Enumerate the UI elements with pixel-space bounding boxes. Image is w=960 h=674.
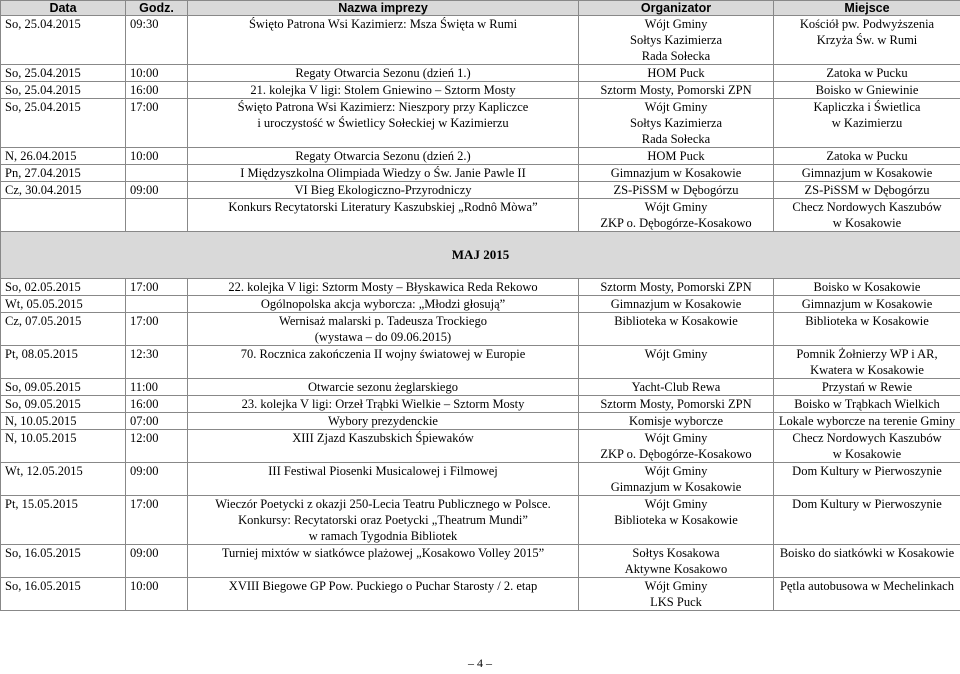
event-organizer-line: Biblioteka w Kosakowie xyxy=(614,513,738,527)
event-place-line: Lokale wyborcze na terenie Gminy xyxy=(778,414,956,428)
event-organizer xyxy=(579,99,774,148)
event-name xyxy=(188,99,579,148)
event-organizer xyxy=(579,199,774,232)
event-place-line: Checz Nordowych Kaszubów xyxy=(792,431,942,445)
event-organizer-line: Gimnazjum w Kosakowie xyxy=(610,297,742,311)
page-number: – 4 – xyxy=(468,656,492,670)
event-place-line: w Kosakowie xyxy=(832,447,902,461)
event-organizer-line: Wójt Gminy xyxy=(644,200,708,214)
event-organizer-line: Sztorm Mosty, Pomorski ZPN xyxy=(600,397,752,411)
event-name-line: Otwarcie sezonu żeglarskiego xyxy=(308,380,458,394)
event-time xyxy=(126,296,188,313)
table-row xyxy=(1,16,960,65)
event-organizer xyxy=(579,279,774,296)
event-place xyxy=(774,165,960,182)
event-organizer-line: Sołtys Kazimierza xyxy=(630,116,722,130)
event-time: 12:30 xyxy=(126,346,188,379)
table-row xyxy=(1,379,960,396)
event-name-line: 21. kolejka V ligi: Stolem Gniewino – Sztorm Mosty xyxy=(250,83,516,97)
april-events xyxy=(1,16,960,232)
event-name-line: 22. kolejka V ligi: Sztorm Mosty – Błyskawica Reda Rekowo xyxy=(228,280,538,294)
event-organizer-line: HOM Puck xyxy=(647,66,705,80)
event-place xyxy=(774,396,960,413)
event-organizer xyxy=(579,82,774,99)
event-organizer-line: Yacht-Club Rewa xyxy=(631,380,721,394)
event-date xyxy=(1,199,126,232)
event-date: N, 26.04.2015 xyxy=(1,148,126,165)
event-time: 17:00 xyxy=(126,279,188,296)
event-name xyxy=(188,165,579,182)
event-place xyxy=(774,313,960,346)
event-place xyxy=(774,279,960,296)
header-time: Godz. xyxy=(126,1,188,16)
event-place xyxy=(774,148,960,165)
event-name-line: Regaty Otwarcia Sezonu (dzień 1.) xyxy=(295,66,471,80)
event-organizer-line: ZKP o. Dębogórze-Kosakowo xyxy=(600,447,752,461)
event-place-line: Pętla autobusowa w Mechelinkach xyxy=(780,579,954,593)
event-time: 10:00 xyxy=(126,578,188,611)
event-place xyxy=(774,463,960,496)
table-row xyxy=(1,496,960,545)
event-time xyxy=(126,165,188,182)
event-date: Wt, 05.05.2015 xyxy=(1,296,126,313)
event-name xyxy=(188,379,579,396)
month-separator xyxy=(1,232,960,279)
event-organizer xyxy=(579,148,774,165)
event-place-line: Zatoka w Pucku xyxy=(826,149,908,163)
event-date: Pt, 08.05.2015 xyxy=(1,346,126,379)
event-organizer-line: Sztorm Mosty, Pomorski ZPN xyxy=(600,280,752,294)
event-place-line: Kwatera w Kosakowie xyxy=(810,363,924,377)
event-date: So, 16.05.2015 xyxy=(1,578,126,611)
event-place-line: Gimnazjum w Kosakowie xyxy=(801,166,933,180)
event-date: So, 09.05.2015 xyxy=(1,396,126,413)
event-name xyxy=(188,199,579,232)
table-row xyxy=(1,313,960,346)
event-time: 09:30 xyxy=(126,16,188,65)
event-organizer xyxy=(579,413,774,430)
event-organizer-line: Wójt Gminy xyxy=(644,497,708,511)
event-name xyxy=(188,346,579,379)
event-place-line: Boisko do siatkówki w Kosakowie xyxy=(779,546,955,560)
event-place xyxy=(774,82,960,99)
event-place-line: Krzyża Św. w Rumi xyxy=(816,33,918,47)
event-date: So, 25.04.2015 xyxy=(1,16,126,65)
event-name xyxy=(188,496,579,545)
event-organizer xyxy=(579,313,774,346)
event-name xyxy=(188,545,579,578)
table-row xyxy=(1,463,960,496)
event-time: 17:00 xyxy=(126,313,188,346)
event-name xyxy=(188,279,579,296)
header-row xyxy=(1,1,960,16)
event-name-line: Turniej mixtów w siatkówce plażowej „Kosakowo Volley 2015” xyxy=(221,546,545,560)
event-time: 16:00 xyxy=(126,396,188,413)
event-name xyxy=(188,430,579,463)
event-place-line: Zatoka w Pucku xyxy=(826,66,908,80)
event-organizer-line: Rada Sołecka xyxy=(641,132,711,146)
event-organizer-line: Gimnazjum w Kosakowie xyxy=(610,166,742,180)
event-date: So, 02.05.2015 xyxy=(1,279,126,296)
table-row xyxy=(1,182,960,199)
header-event-name: Nazwa imprezy xyxy=(188,1,579,16)
event-name xyxy=(188,413,579,430)
table-row xyxy=(1,545,960,578)
event-name xyxy=(188,296,579,313)
event-name xyxy=(188,313,579,346)
event-place-line: Biblioteka w Kosakowie xyxy=(805,314,929,328)
table-row xyxy=(1,148,960,165)
event-name xyxy=(188,463,579,496)
event-organizer-line: ZKP o. Dębogórze-Kosakowo xyxy=(600,216,752,230)
table-row xyxy=(1,346,960,379)
event-date: Wt, 12.05.2015 xyxy=(1,463,126,496)
event-name-line: Święto Patrona Wsi Kazimierz: Msza Święta w Rumi xyxy=(248,17,518,31)
event-place xyxy=(774,65,960,82)
event-name-line: 70. Rocznica zakończenia II wojny światowej w Europie xyxy=(240,347,526,361)
event-time: 09:00 xyxy=(126,545,188,578)
event-name-line: Konkurs Recytatorski Literatury Kaszubskiej „Rodnô Mòwa” xyxy=(228,200,538,214)
event-name-line: VI Bieg Ekologiczno-Przyrodniczy xyxy=(294,183,472,197)
event-date: So, 25.04.2015 xyxy=(1,99,126,148)
event-organizer xyxy=(579,430,774,463)
event-date: So, 25.04.2015 xyxy=(1,65,126,82)
event-organizer-line: Komisje wyborcze xyxy=(628,414,724,428)
event-place-line: w Kosakowie xyxy=(832,216,902,230)
event-organizer-line: Wójt Gminy xyxy=(644,464,708,478)
event-organizer-line: Sztorm Mosty, Pomorski ZPN xyxy=(600,83,752,97)
event-name-line: XVIII Biegowe GP Pow. Puckiego o Puchar Starosty / 2. etap xyxy=(228,579,538,593)
event-place-line: Checz Nordowych Kaszubów xyxy=(792,200,942,214)
event-organizer-line: Wójt Gminy xyxy=(644,17,708,31)
header-place: Miejsce xyxy=(774,1,960,16)
event-organizer-line: Rada Sołecka xyxy=(641,49,711,63)
event-name-line: Regaty Otwarcia Sezonu (dzień 2.) xyxy=(295,149,471,163)
event-place xyxy=(774,296,960,313)
event-date: So, 16.05.2015 xyxy=(1,545,126,578)
event-name xyxy=(188,16,579,65)
event-name xyxy=(188,578,579,611)
event-place xyxy=(774,496,960,545)
month-label: MAJ 2015 xyxy=(1,232,960,279)
table-row xyxy=(1,82,960,99)
event-place-line: Gimnazjum w Kosakowie xyxy=(801,297,933,311)
event-organizer xyxy=(579,165,774,182)
table-row xyxy=(1,578,960,611)
event-place xyxy=(774,16,960,65)
event-date: Pt, 15.05.2015 xyxy=(1,496,126,545)
event-name-line: Wieczór Poetycki z okazji 250-Lecia Teatru Publicznego w Polsce. xyxy=(215,497,551,511)
event-organizer xyxy=(579,578,774,611)
event-time: 10:00 xyxy=(126,65,188,82)
event-organizer xyxy=(579,65,774,82)
event-organizer-line: Sołtys Kazimierza xyxy=(630,33,722,47)
event-organizer xyxy=(579,16,774,65)
event-name-line: Ogólnopolska akcja wyborcza: „Młodzi głosują” xyxy=(260,297,506,311)
event-organizer-line: Sołtys Kosakowa xyxy=(632,546,720,560)
event-organizer-line: Wójt Gminy xyxy=(644,431,708,445)
event-time: 07:00 xyxy=(126,413,188,430)
event-organizer-line: Wójt Gminy xyxy=(644,347,708,361)
event-date: N, 10.05.2015 xyxy=(1,430,126,463)
event-organizer-line: LKS Puck xyxy=(650,595,702,609)
event-name-line: XIII Zjazd Kaszubskich Śpiewaków xyxy=(292,431,474,445)
event-time xyxy=(126,199,188,232)
event-organizer-line: Biblioteka w Kosakowie xyxy=(614,314,738,328)
event-place-line: w Kazimierzu xyxy=(831,116,903,130)
event-name-line: Wybory prezydenckie xyxy=(328,414,438,428)
header-date: Data xyxy=(1,1,126,16)
event-name-line: w ramach Tygodnia Bibliotek xyxy=(308,529,458,543)
event-name-line: III Festiwal Piosenki Musicalowej i Filmowej xyxy=(268,464,498,478)
event-place xyxy=(774,182,960,199)
table-row xyxy=(1,99,960,148)
event-organizer xyxy=(579,182,774,199)
event-date: Cz, 07.05.2015 xyxy=(1,313,126,346)
event-place-line: Dom Kultury w Pierwoszynie xyxy=(792,464,942,478)
event-name-line: (wystawa – do 09.06.2015) xyxy=(314,330,452,344)
event-place-line: ZS-PiSSM w Dębogórzu xyxy=(804,183,930,197)
event-organizer xyxy=(579,379,774,396)
event-time: 16:00 xyxy=(126,82,188,99)
event-organizer-line: ZS-PiSSM w Dębogórzu xyxy=(613,183,739,197)
event-organizer xyxy=(579,496,774,545)
event-organizer xyxy=(579,296,774,313)
event-date: N, 10.05.2015 xyxy=(1,413,126,430)
event-name xyxy=(188,396,579,413)
event-place-line: Kapliczka i Świetlica xyxy=(813,100,921,114)
event-place xyxy=(774,413,960,430)
table-row xyxy=(1,65,960,82)
table-row xyxy=(1,199,960,232)
event-place-line: Boisko w Gniewinie xyxy=(815,83,919,97)
event-date: So, 09.05.2015 xyxy=(1,379,126,396)
event-time: 09:00 xyxy=(126,182,188,199)
event-name xyxy=(188,182,579,199)
event-time: 11:00 xyxy=(126,379,188,396)
table-row xyxy=(1,279,960,296)
event-organizer-line: Aktywne Kosakowo xyxy=(624,562,728,576)
event-name xyxy=(188,148,579,165)
event-organizer xyxy=(579,396,774,413)
event-organizer-line: HOM Puck xyxy=(647,149,705,163)
event-date: Cz, 30.04.2015 xyxy=(1,182,126,199)
event-place-line: Dom Kultury w Pierwoszynie xyxy=(792,497,942,511)
event-organizer xyxy=(579,346,774,379)
event-place-line: Przystań w Rewie xyxy=(821,380,913,394)
event-place xyxy=(774,99,960,148)
event-place-line: Pomnik Żołnierzy WP i AR, xyxy=(796,347,938,361)
table-row xyxy=(1,296,960,313)
event-place xyxy=(774,199,960,232)
event-time: 10:00 xyxy=(126,148,188,165)
may-events xyxy=(1,279,960,611)
event-name-line: Wernisaż malarski p. Tadeusza Trockiego xyxy=(279,314,487,328)
header-organizer: Organizator xyxy=(579,1,774,16)
event-time: 17:00 xyxy=(126,496,188,545)
table-row xyxy=(1,396,960,413)
event-name-line: Święto Patrona Wsi Kazimierz: Nieszpory przy Kapliczce xyxy=(237,100,529,114)
table-row xyxy=(1,165,960,182)
event-name-line: i uroczystość w Świetlicy Sołeckiej w Kazimierzu xyxy=(257,116,509,130)
event-date: Pn, 27.04.2015 xyxy=(1,165,126,182)
event-place xyxy=(774,578,960,611)
event-name-line: 23. kolejka V ligi: Orzeł Trąbki Wielkie – Sztorm Mosty xyxy=(241,397,525,411)
event-place-line: Boisko w Kosakowie xyxy=(813,280,921,294)
event-time: 09:00 xyxy=(126,463,188,496)
table-row xyxy=(1,413,960,430)
event-name xyxy=(188,82,579,99)
event-organizer-line: Gimnazjum w Kosakowie xyxy=(610,480,742,494)
table-row xyxy=(1,430,960,463)
event-place-line: Boisko w Trąbkach Wielkich xyxy=(794,397,940,411)
event-place-line: Kościół pw. Podwyższenia xyxy=(799,17,935,31)
event-organizer xyxy=(579,463,774,496)
event-place xyxy=(774,379,960,396)
event-organizer xyxy=(579,545,774,578)
event-name-line: I Międzyszkolna Olimpiada Wiedzy o Św. Janie Pawle II xyxy=(240,166,526,180)
event-date: So, 25.04.2015 xyxy=(1,82,126,99)
event-name-line: Konkursy: Recytatorski oraz Poetycki „Theatrum Mundi” xyxy=(238,513,528,527)
event-place xyxy=(774,545,960,578)
event-time: 17:00 xyxy=(126,99,188,148)
event-place xyxy=(774,430,960,463)
event-name xyxy=(188,65,579,82)
event-place xyxy=(774,346,960,379)
event-organizer-line: Wójt Gminy xyxy=(644,100,708,114)
event-organizer-line: Wójt Gminy xyxy=(644,579,708,593)
month-row xyxy=(1,232,960,279)
event-time: 12:00 xyxy=(126,430,188,463)
